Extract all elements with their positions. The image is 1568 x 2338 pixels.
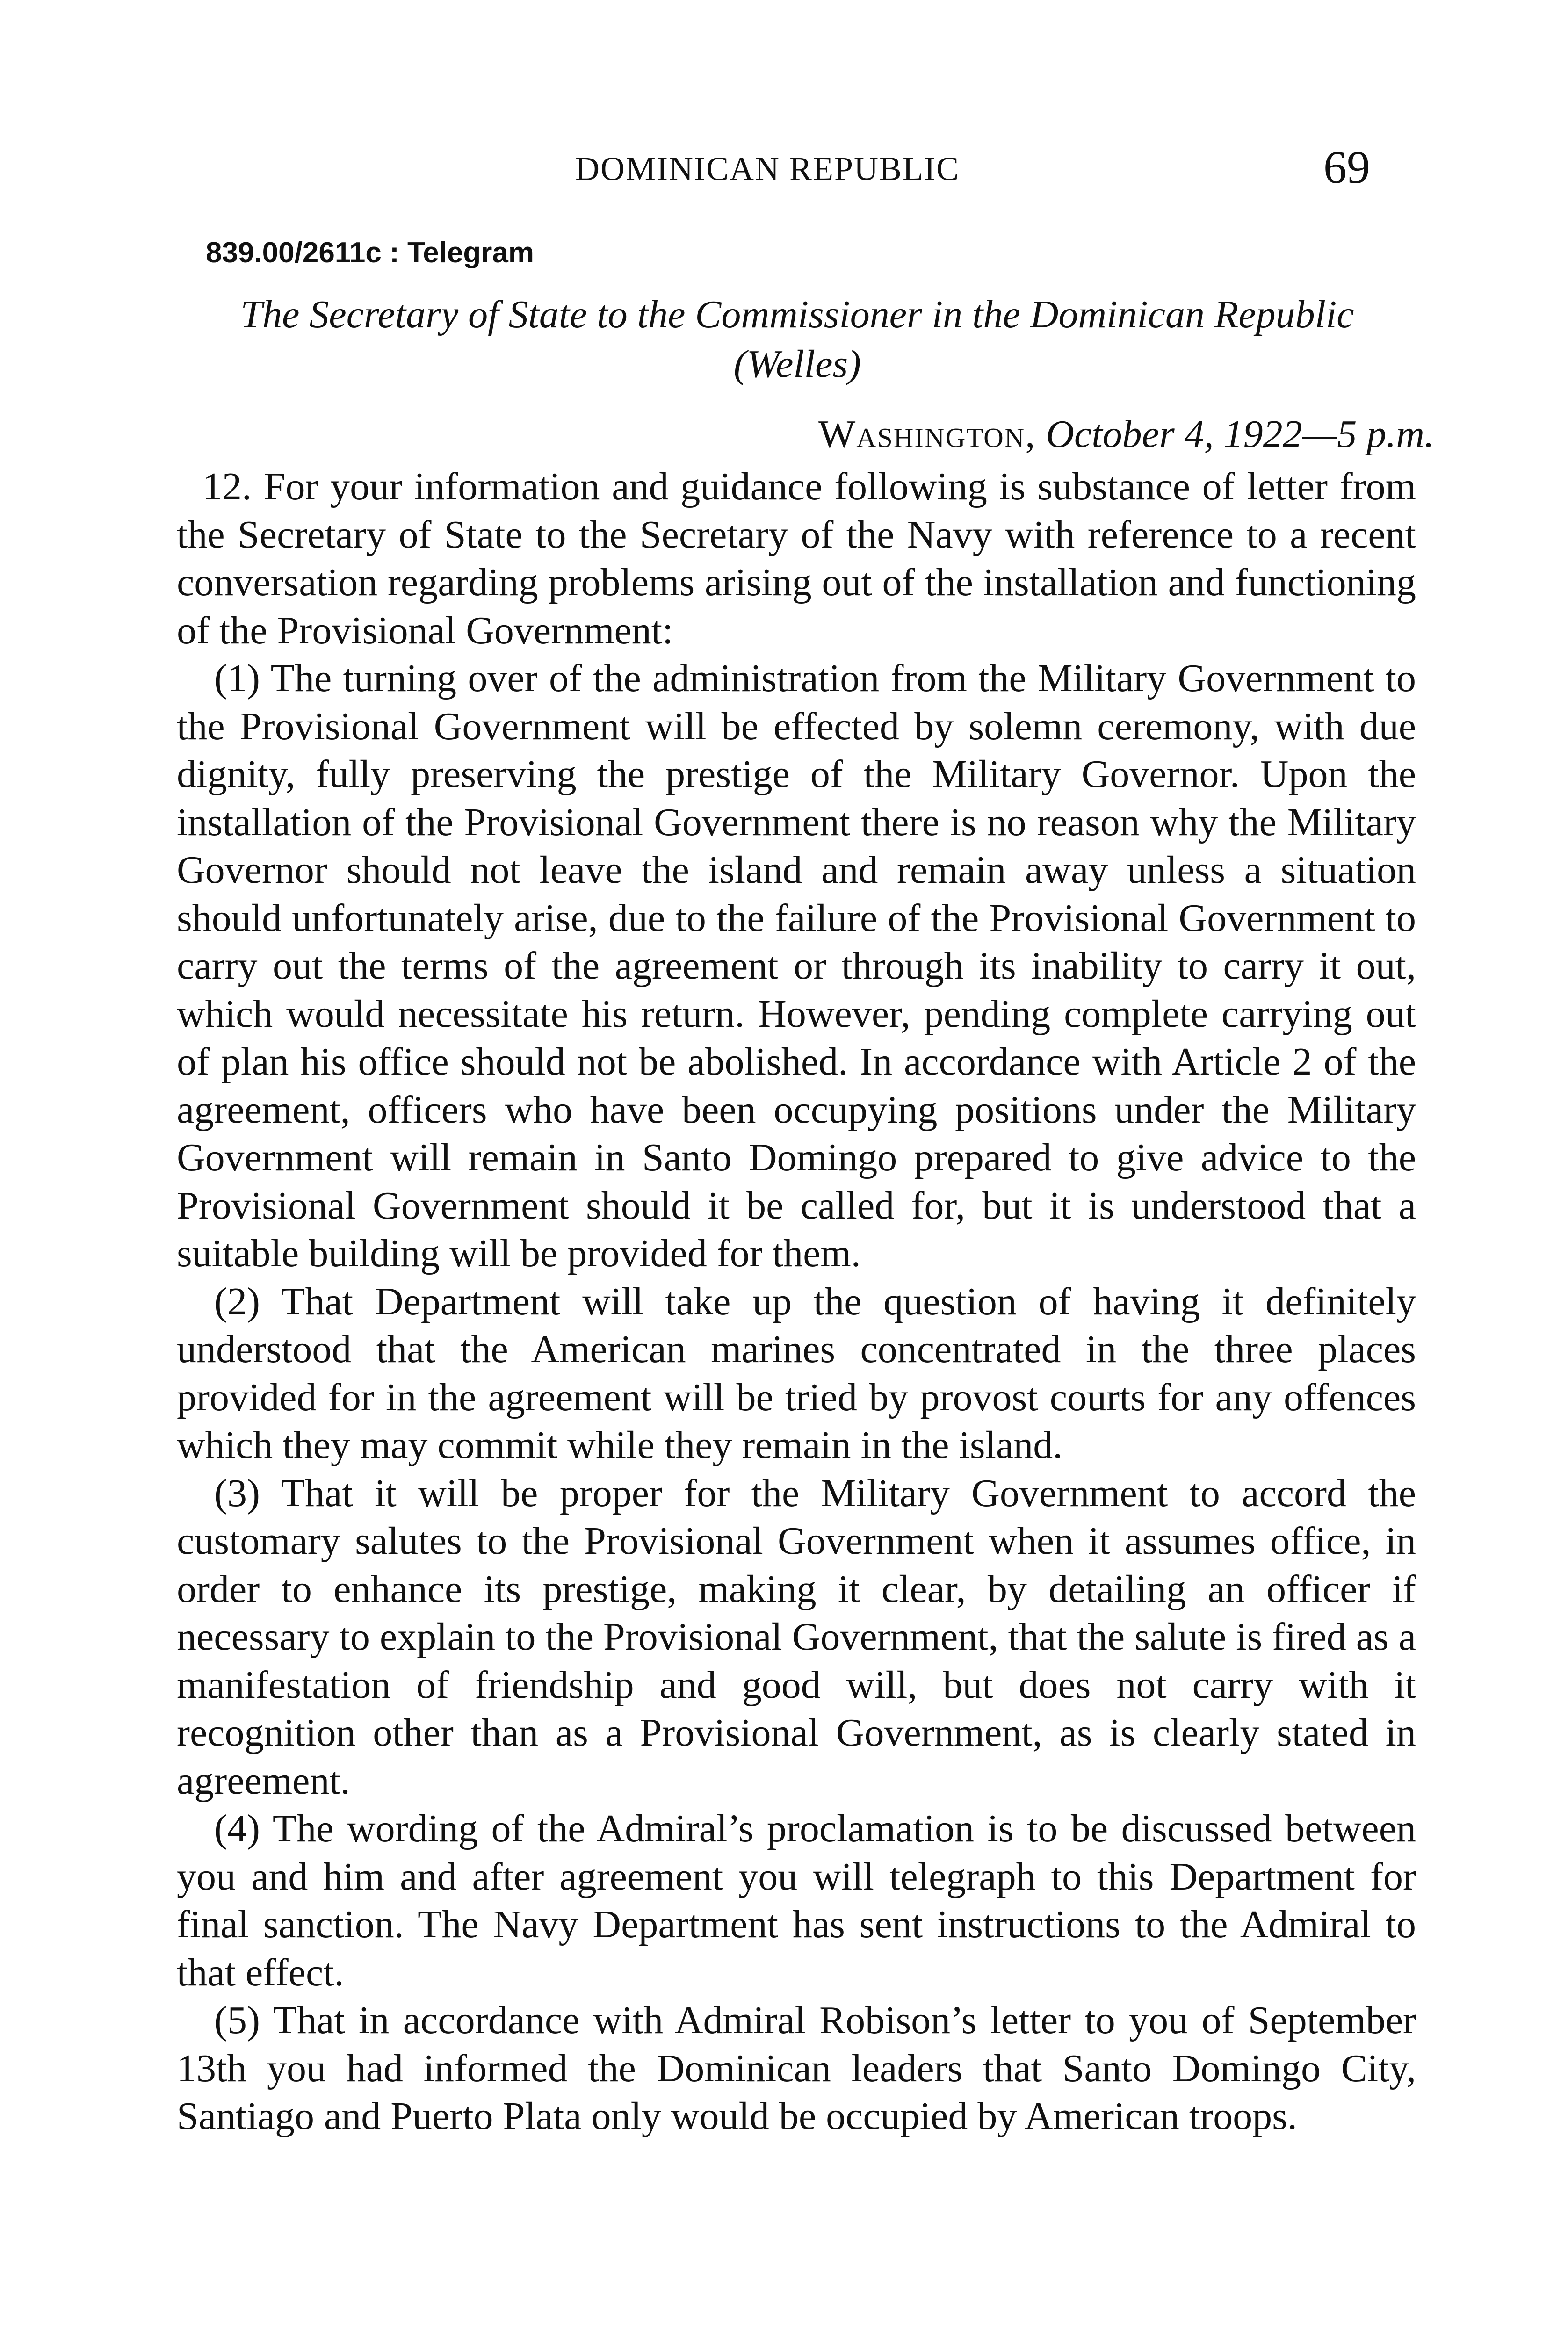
- document-heading: The Secretary of State to the Commissioner in the Dominican Republic (Welles): [240, 293, 1354, 386]
- paragraph-item-5: (5) That in accordance with Admiral Robison’s letter to you of September 13th you had informed the Dominican leaders that Santo Domingo City, Santiago and Puerto Plata only would be occupied by American troops.: [177, 1999, 1416, 2138]
- dateline: [818, 411, 1434, 457]
- paragraph-item-2: (2) That Department will take up the question of having it definitely understood that the American marines concentrated in the three places provided for in the agreement will be tried by provost courts for any offences which they may commit while they remain in the island.: [177, 1279, 1416, 1467]
- running-title: DOMINICAN REPUBLIC: [575, 150, 960, 188]
- file-reference: 839.00/2611c : Telegram: [206, 237, 535, 269]
- paragraph-intro: 12. For your information and guidance following is substance of letter from the Secretary of State to the Secretary of the Navy with reference to a recent conversation regarding problems arising out of the installation and functioning of the Provisional Government:: [177, 465, 1416, 652]
- paragraph-item-4: (4) The wording of the Admiral’s proclamation is to be discussed between you and him and after agreement you will telegraph to this Department for final sanction. The Navy Department has sent instructions to the Admiral to that effect.: [177, 1807, 1416, 1994]
- dateline-place: Washington,: [818, 412, 1036, 456]
- paragraph-item-1: (1) The turning over of the administration from the Military Government to the Provisional Government will be effected by solemn ceremony, with due dignity, fully preserving the prestige of the Military Governor. Upon the installation of the Provisional Government there is no reason why the Military Governor should not leave the island and remain away unless a situation should unfortunately arise, due to the failure of the Provisional Government to carry out the terms of the agreement or through its inability to carry it out, which would necessitate his return. However, pending complete carrying out of plan his office should not be abolished. In accordance with Article 2 of the agreement, officers who have been occupying positions under the Military Government will remain in Santo Domingo prepared to give advice to the Provisional Government should it be called for, but it is understood that a suitable building will be provided for them.: [177, 657, 1416, 1275]
- dateline-date: October 4, 1922—5 p.m.: [1046, 412, 1434, 456]
- running-header: [0, 140, 1568, 196]
- telegram-body: [177, 463, 1416, 2141]
- paragraph-item-3: (3) That it will be proper for the Military Government to accord the customary salutes to the Provisional Government when it assumes office, in order to enhance its prestige, making it clear, by detailing an officer if necessary to explain to the Provisional Government, that the salute is fired as a manifestation of friendship and good will, but does not carry with it recognition other than as a Provisional Government, as is clearly stated in agreement.: [177, 1471, 1416, 1803]
- page-number: 69: [1323, 141, 1370, 193]
